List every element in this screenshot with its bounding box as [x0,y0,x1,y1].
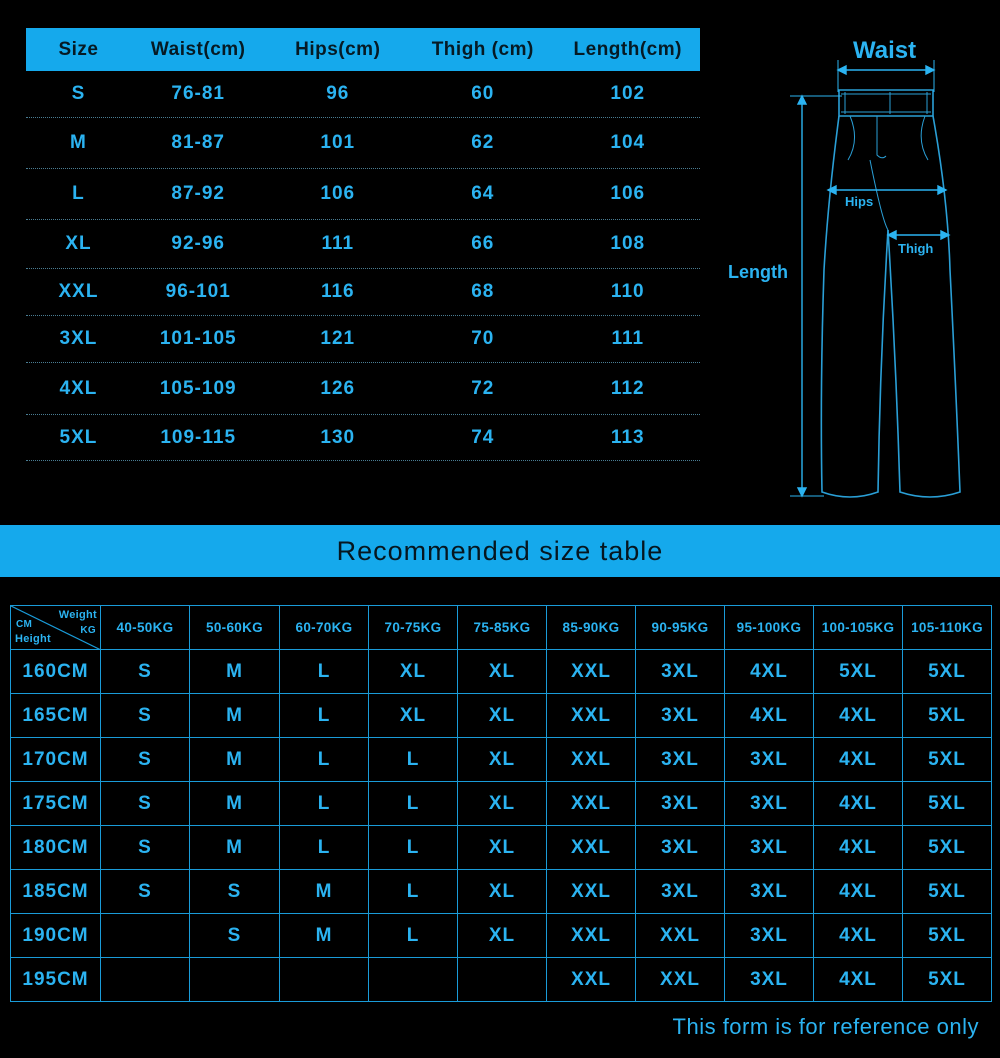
size-recommendation-cell: 3XL [636,694,725,738]
size-recommendation-cell: L [280,826,369,870]
size-recommendation-cell: XL [369,694,458,738]
weight-header: 40-50KG [101,606,190,650]
size-recommendation-cell: 5XL [903,650,992,694]
recommend-banner [0,525,1000,577]
height-label: 160CM [11,650,101,694]
size-recommendation-cell: L [369,782,458,826]
size-recommendation-cell [101,958,190,1002]
size-recommendation-cell: 3XL [636,826,725,870]
size-cell: 72 [471,377,495,399]
size-recommendation-cell [280,958,369,1002]
size-recommendation-cell: XL [458,650,547,694]
weight-header: 105-110KG [903,606,992,650]
height-label: 170CM [11,738,101,782]
size-recommendation-cell: XXL [547,694,636,738]
size-recommendation-cell: M [190,826,280,870]
size-row [26,269,700,316]
corner-kg: KG [80,625,96,636]
size-recommendation-cell: 3XL [636,650,725,694]
size-row [26,118,700,169]
size-cell: 110 [610,281,645,302]
size-recommendation-cell: 5XL [903,958,992,1002]
size-recommendation-cell: 4XL [814,870,903,914]
size-recommendation-cell [101,914,190,958]
size-recommendation-cell: XXL [547,738,636,782]
size-cell: 68 [471,281,495,302]
size-cell: XXL [58,281,99,302]
size-recommendation-cell: 5XL [903,738,992,782]
size-row [26,71,700,118]
size-recommendation-cell: 3XL [725,826,814,870]
size-recommendation-cell: 3XL [636,782,725,826]
corner-cell [11,606,101,650]
recommend-body [11,650,992,1002]
height-label: 185CM [11,870,101,914]
size-recommendation-cell: 5XL [903,870,992,914]
size-recommendation-cell: L [369,914,458,958]
recommend-table [10,605,992,1002]
size-cell: 106 [320,183,356,204]
size-cell: 130 [320,426,356,448]
size-recommendation-cell: S [101,738,190,782]
size-recommendation-cell: S [101,782,190,826]
size-cell: 74 [471,426,495,448]
height-row [11,914,992,958]
size-cell: S [71,83,86,104]
size-recommendation-cell [369,958,458,1002]
size-recommendation-cell: 4XL [814,914,903,958]
height-row [11,782,992,826]
size-cell: 96-101 [165,281,231,302]
size-recommendation-cell: XL [458,782,547,826]
size-recommendation-cell: XXL [636,958,725,1002]
weight-header: 95-100KG [725,606,814,650]
size-recommendation-cell: 5XL [903,782,992,826]
size-cell: 62 [471,132,495,153]
size-recommendation-cell: L [369,738,458,782]
height-row [11,650,992,694]
size-recommendation-cell: 4XL [814,738,903,782]
size-cell: 3XL [59,328,98,349]
diagram-hips-label: Hips [845,194,874,209]
size-recommendation-cell: M [280,914,369,958]
size-cell: 96 [326,83,350,104]
pants-diagram [720,30,1000,510]
height-label: 190CM [11,914,101,958]
size-recommendation-cell: 5XL [814,650,903,694]
size-recommendation-cell [190,958,280,1002]
weight-header: 75-85KG [458,606,547,650]
size-cell: 70 [471,328,495,349]
size-cell: 101 [320,132,356,153]
recommend-header-row [11,606,992,650]
size-recommendation-cell: XL [458,826,547,870]
size-recommendation-cell: 4XL [814,782,903,826]
diagram-length-label: Length [728,262,788,282]
header-waist: Waist(cm) [150,38,246,60]
size-cell: M [70,132,87,153]
size-recommendation-cell: S [101,650,190,694]
height-row [11,738,992,782]
size-recommendation-cell: 4XL [814,826,903,870]
height-row [11,870,992,914]
header-hips: Hips(cm) [295,38,381,60]
size-recommendation-cell: 5XL [903,914,992,958]
height-label: 175CM [11,782,101,826]
banner-title: Recommended size table [336,535,664,566]
size-recommendation-cell: 3XL [725,870,814,914]
corner-cm: CM [16,619,33,630]
size-recommendation-cell: S [101,694,190,738]
size-recommendation-cell: L [280,738,369,782]
size-row [26,220,700,269]
size-cell: 121 [320,328,356,349]
size-cell: 108 [610,233,646,254]
size-cell: 66 [471,233,495,254]
size-recommendation-cell: XXL [547,650,636,694]
height-label: 180CM [11,826,101,870]
size-cell: 113 [610,426,645,448]
diagram-thigh-label: Thigh [898,241,934,256]
size-cell: 116 [320,281,355,302]
size-recommendation-cell: XXL [547,958,636,1002]
size-recommendation-cell: 4XL [814,694,903,738]
size-cell: 101-105 [159,328,237,349]
weight-header: 85-90KG [547,606,636,650]
header-length: Length(cm) [573,38,682,60]
size-cell: 76-81 [171,83,226,104]
reference-note: This form is for reference only [672,1014,979,1039]
size-cell: 106 [610,183,646,204]
size-recommendation-cell: M [190,738,280,782]
size-cell: 104 [610,132,646,153]
size-recommendation-cell: XL [458,738,547,782]
size-recommendation-cell: XXL [547,782,636,826]
size-cell: 111 [611,328,645,349]
size-cell: 112 [610,377,645,399]
size-recommendation-cell: S [101,870,190,914]
size-cell: 4XL [59,377,98,399]
size-recommendation-cell: M [190,694,280,738]
corner-weight: Weight [58,609,97,621]
size-recommendation-cell: 4XL [725,650,814,694]
size-recommendation-cell: XXL [547,914,636,958]
diagram-waist-label: Waist [853,37,917,64]
size-recommendation-cell: M [280,870,369,914]
weight-header: 60-70KG [280,606,369,650]
size-cell: L [72,183,85,204]
size-recommendation-cell: S [190,870,280,914]
size-recommendation-cell: 4XL [725,694,814,738]
size-recommendation-cell: L [280,694,369,738]
size-recommendation-cell: 5XL [903,826,992,870]
size-cell: 111 [321,233,355,254]
header-size: Size [58,38,99,60]
size-recommendation-cell: 3XL [725,782,814,826]
weight-header: 70-75KG [369,606,458,650]
height-label: 165CM [11,694,101,738]
height-row [11,694,992,738]
weight-header: 50-60KG [190,606,280,650]
height-row [11,826,992,870]
size-recommendation-cell: 5XL [903,694,992,738]
size-row [26,169,700,220]
size-table-body [26,71,700,461]
size-recommendation-cell: S [190,914,280,958]
size-recommendation-cell: 3XL [725,738,814,782]
size-recommendation-cell: 3XL [725,914,814,958]
weight-header: 90-95KG [636,606,725,650]
size-recommendation-cell: XL [458,914,547,958]
size-recommendation-cell: L [280,782,369,826]
size-table [26,28,700,461]
size-cell: XL [65,233,92,254]
size-recommendation-cell: XXL [636,914,725,958]
size-cell: 102 [610,83,646,104]
size-cell: 87-92 [171,183,226,204]
size-cell: 105-109 [159,377,237,399]
size-recommendation-cell: XXL [547,870,636,914]
weight-header: 100-105KG [814,606,903,650]
size-recommendation-cell: 4XL [814,958,903,1002]
header-thigh: Thigh (cm) [431,38,534,60]
size-cell: 81-87 [171,132,226,153]
size-table-header [26,28,700,71]
size-cell: 60 [471,83,495,104]
size-recommendation-cell: 3XL [725,958,814,1002]
size-recommendation-cell: L [280,650,369,694]
size-recommendation-cell: XXL [547,826,636,870]
size-cell: 64 [471,183,495,204]
size-cell: 5XL [59,426,98,448]
size-recommendation-cell: M [190,650,280,694]
size-row [26,363,700,415]
size-cell: 126 [320,377,356,399]
size-cell: 109-115 [160,426,237,448]
size-row [26,316,700,363]
size-row [26,415,700,461]
size-recommendation-cell: XL [458,870,547,914]
height-label: 195CM [11,958,101,1002]
size-recommendation-cell: M [190,782,280,826]
size-recommendation-cell: S [101,826,190,870]
corner-height: Height [15,633,52,645]
size-recommendation-cell: 3XL [636,738,725,782]
size-recommendation-cell: L [369,870,458,914]
size-recommendation-cell: XL [369,650,458,694]
size-recommendation-cell: XL [458,694,547,738]
size-recommendation-cell: 3XL [636,870,725,914]
size-recommendation-cell [458,958,547,1002]
size-recommendation-cell: L [369,826,458,870]
size-cell: 92-96 [171,233,226,254]
height-row [11,958,992,1002]
